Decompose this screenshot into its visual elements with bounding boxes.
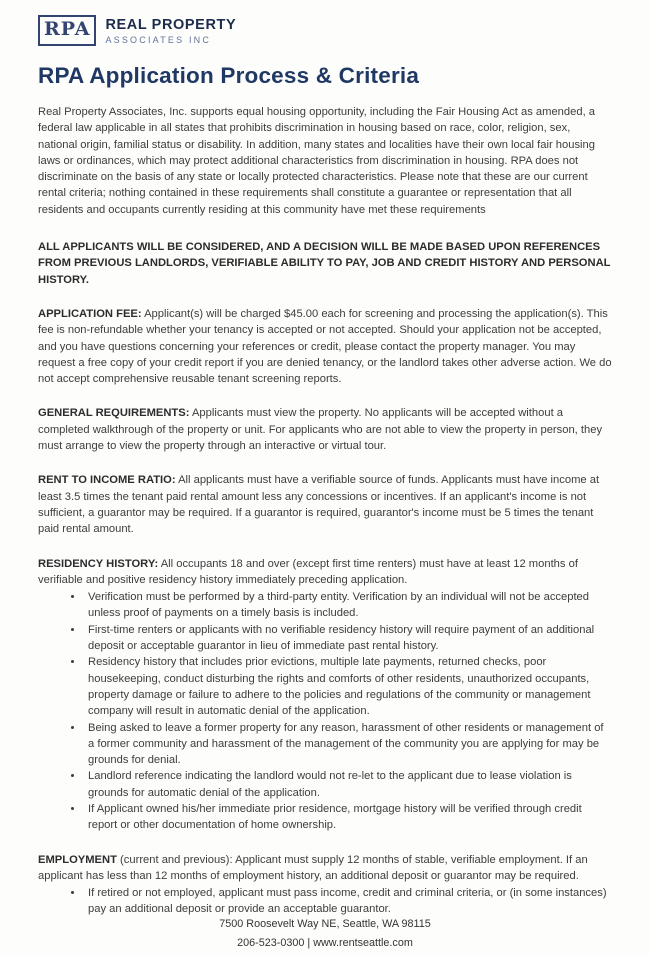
bullet-item: • If Applicant owned his/her immediate prior residence, mortgage history will be verified through credit report or other documentation of home ownership.	[84, 801, 612, 834]
section-subheading-employment: (current and previous):	[120, 853, 233, 866]
notice-paragraph: ALL APPLICANTS WILL BE CONSIDERED, AND A DECISION WILL BE MADE BASED UPON REFERENCES FROM PREVIOUS LANDLORDS, VERIFIABLE ABILITY TO PAY, JOB AND CREDIT HISTORY AND PERSONAL HISTORY.	[38, 241, 611, 286]
section-heading-residency-history: RESIDENCY HISTORY:	[38, 557, 159, 570]
residency-history-bullet-list	[38, 589, 612, 833]
bullet-item: • Landlord reference indicating the landlord would not re-let to the applicant due to lease violation is grounds for automatic denial of the application.	[84, 768, 612, 801]
section-body-rent-to-income: All applicants must have a verifiable source of funds. Applicants must have income at least 3.5 times the tenant paid rental amount less any concessions or incentives. If an applicant's income is not sufficient, a guarantor may be required. If a guarantor is required, guarantor's income must be 5 times the tenant paid rental amount.	[38, 474, 600, 536]
footer-address: 7500 Roosevelt Way NE, Seattle, WA 98115	[219, 917, 431, 930]
rpa-logo-icon	[38, 15, 96, 46]
section-heading-rent-to-income: RENT TO INCOME RATIO:	[38, 474, 176, 487]
section-body-general-requirements: Applicants must view the property. No applicants will be accepted without a completed walkthrough of the property or unit. For applicants who are not able to view the property in person, they must arrange to view the property through an interactive or virtual tour.	[38, 407, 603, 453]
intro-paragraph: Real Property Associates, Inc. supports equal housing opportunity, including the Fair Housing Act as amended, a federal law applicable in all states that prohibits discrimination in housing based on race, color, religion, sex, national origin, familial status or disability. In addition, many states and localities have their own local fair housing laws or ordinances, which may protect additional characteristics from discrimination in housing. RPA does not discriminate on the basis of any state or locally protected characteristics. Please note that these are our current rental criteria; nothing contained in these requirements shall constitute a guarantee or representation that all residents and occupants currently residing at this community have met these requirements	[38, 106, 596, 216]
section-heading-general-requirements: GENERAL REQUIREMENTS:	[38, 407, 190, 420]
bullet-item: • Being asked to leave a former property for any reason, harassment of other residents or management of a former community and harassment of the management of the community you are applying for may be grounds for denial.	[84, 720, 612, 769]
bullet-item: • If retired or not employed, applicant must pass income, credit and criminal criteria, or (in some instances) pay an additional deposit or provide an acceptable guarantor.	[84, 885, 612, 918]
bullet-item: • Residency history that includes prior evictions, multiple late payments, returned checks, poor housekeeping, conduct disturbing the rights and comforts of other residents, unauthorized occupants, property damage or failure to adhere to the policies and regulations of the community or management company will result in automatic denial of the application.	[84, 654, 612, 719]
section-employment	[38, 852, 612, 885]
section-rent-to-income	[38, 472, 612, 537]
footer-contact: 206-523-0300 | www.rentseattle.com	[237, 936, 413, 949]
bullet-item: • First-time renters or applicants with no verifiable residency history will require payment of an additional deposit or acceptable guarantor in lieu of immediate past rental history.	[84, 622, 612, 655]
section-body-employment: Applicant must supply 12 months of stable, verifiable employment. If an applicant has less than 12 months of employment history, an additional deposit or guarantor may be required.	[38, 853, 588, 882]
logo-acronym: RPA	[44, 18, 91, 40]
page-title: RPA Application Process & Criteria	[38, 63, 420, 88]
section-general-requirements	[38, 405, 612, 454]
company-logo	[38, 15, 612, 46]
section-body-application-fee: Applicant(s) will be charged $45.00 each for screening and processing the application(s). This fee is non-refundable whether your tenancy is accepted or not accepted. Should your application not be accepted, and you have questions concerning your references or credit, please contact the property manager. You may request a free copy of your credit report if you are denied tenancy, or the landlord takes other adverse action. We do not accept comprehensive reusable tenant screening reports.	[38, 307, 612, 386]
document-footer	[38, 918, 612, 955]
section-application-fee	[38, 306, 612, 387]
bullet-item: • Verification must be performed by a third-party entity. Verification by an individual will not be accepted unless proof of payments on a timely basis is included.	[84, 589, 612, 622]
company-subname: ASSOCIATES INC	[105, 35, 212, 45]
section-heading-application-fee: APPLICATION FEE:	[38, 307, 142, 320]
section-heading-employment: EMPLOYMENT	[38, 853, 117, 866]
company-name: REAL PROPERTY	[105, 17, 237, 33]
employment-bullet-list	[38, 885, 612, 918]
logo-text	[105, 15, 236, 45]
section-body-residency-history: All occupants 18 and over (except first time renters) must have at least 12 months of verifiable and positive residency history immediately preceding application.	[38, 557, 578, 586]
section-residency-history	[38, 556, 612, 589]
